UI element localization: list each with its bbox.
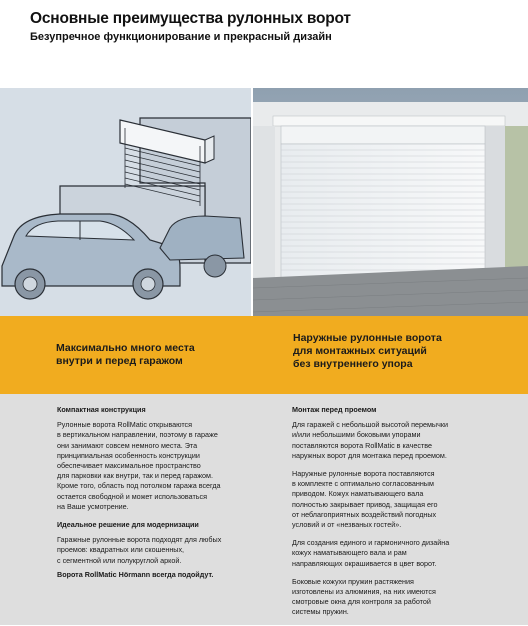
mounting-para-1: Для гаражей с небольшой высотой перемычки и/или небольшими боковыми упорами поставляются ворота RollMatic в качестве наружных ворот для монтажа перед проемом.: [292, 420, 448, 460]
mounting-para-4: Боковые кожухи пружин растяжения изготовлены из алюминия, на них имеются смотровые окна для контроля за работой системы пружин.: [292, 576, 436, 617]
garage-photo-svg: [253, 88, 528, 316]
mounting-para-3: Для создания единого и гармоничного дизайна кожух наматывающего вала и рам направляющих окрашивается в цвет ворот.: [292, 538, 450, 568]
section-mounting-title: Монтаж перед проемом: [292, 405, 377, 414]
page-subtitle: Безупречное функционирование и прекрасный дизайн: [30, 31, 332, 43]
band-left-text: Максимально много места внутри и перед гаражом: [56, 342, 195, 367]
band-right-text: Наружные рулонные ворота для монтажных ситуаций без внутреннего упора: [293, 332, 442, 370]
heading-space-inside: [56, 342, 236, 368]
image-row: [0, 88, 528, 316]
orange-heading-band: [0, 316, 528, 394]
left-text-column: [57, 405, 252, 588]
page-header: [30, 10, 510, 43]
garage-photo: [253, 88, 528, 316]
page-title: Основные преимущества рулонных ворот: [30, 10, 351, 27]
right-text-column: [292, 405, 482, 626]
section-compact-title: Компактная конструкция: [57, 405, 146, 414]
section-modernization-emphasis: Ворота RollMatic Hörmann всегда подойдут.: [57, 569, 214, 579]
section-modernization-title: Идеальное решение для модернизации: [57, 520, 199, 530]
heading-exterior-doors: [293, 332, 513, 371]
garage-illustration: [0, 88, 251, 316]
text-section: [0, 394, 528, 625]
mounting-para-2: Наружные рулонные ворота поставляются в комплекте с оптимально согласованным приводом. Кожух наматывающего вала полностью закрывает привод, защищая его от неблагоприятных воздействий погодных условий и от «незваных гостей».: [292, 469, 438, 530]
section-modernization-text: Гаражные рулонные ворота подходят для любых проемов: квадратных или скошенных, с сегментной или полукруглой аркой.: [57, 535, 222, 565]
garage-illustration-svg: [0, 88, 251, 316]
section-compact-text: Рулонные ворота RollMatic открываются в вертикальном направлении, поэтому в гараже они занимают совсем немного места. Эта принципиальная особенность конструкции обеспечивает максимальное пространство для парковки как внутри, так и перед гаражом. Кроме того, область под потолком гаража всегда остается свободной и может использоваться на Ваше усмотрение.: [57, 420, 221, 511]
